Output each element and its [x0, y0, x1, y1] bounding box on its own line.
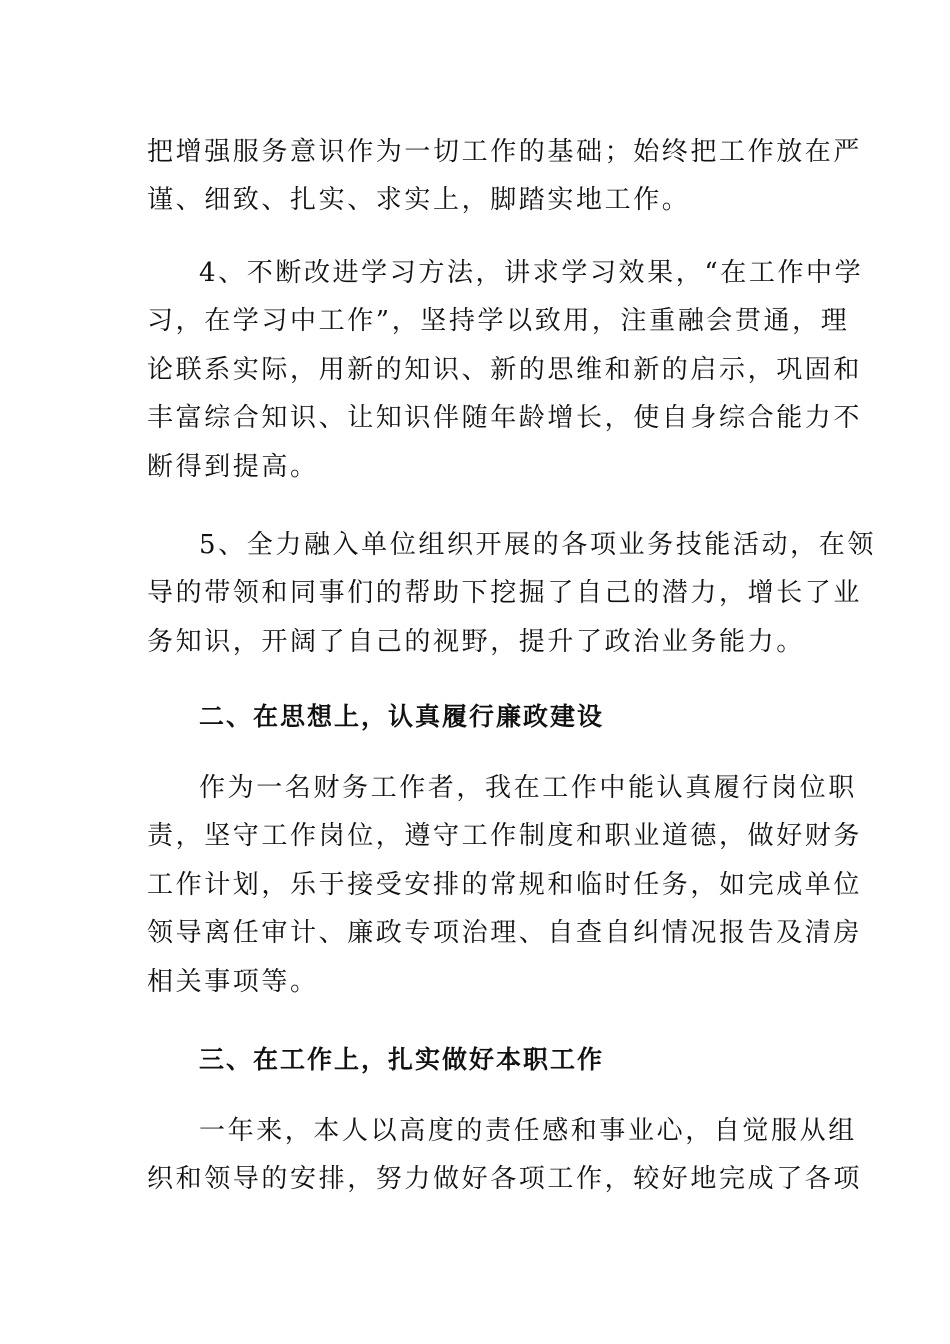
paragraph-line: 务知识，开阔了自己的视野，提升了政治业务能力。	[147, 626, 805, 657]
paragraph-line: 把增强服务意识作为一切工作的基础；始终把工作放在严	[147, 137, 863, 167]
section-heading-work: 三、在工作上，扎实做好本职工作	[199, 1045, 605, 1074]
paragraph-line: 断得到提高。	[147, 451, 319, 482]
paragraph-line: 织和领导的安排，努力做好各项工作，较好地完成了各项	[147, 1164, 863, 1195]
paragraph-line: 论联系实际，用新的知识、新的思维和新的启示，巩固和	[147, 354, 863, 385]
paragraph-line: 一年来，本人以高度的责任感和事业心，自觉服从组	[199, 1116, 857, 1146]
paragraph-line: 导的带领和同事们的帮助下挖掘了自己的潜力，增长了业	[147, 578, 863, 609]
paragraph-item-4-learning	[147, 249, 864, 491]
paragraph-line: 作为一名财务工作者，我在工作中能认真履行岗位职	[199, 773, 857, 803]
section-heading-ideology: 二、在思想上，认真履行廉政建设	[199, 702, 605, 731]
paragraph-line: 责，坚守工作岗位，遵守工作制度和职业道德，做好财务	[147, 821, 863, 852]
paragraph-line: 5、全力融入单位组织开展的各项业务技能活动，在领	[199, 530, 876, 560]
paragraph-service-awareness	[147, 128, 863, 225]
paragraph-line: 4、不断改进学习方法，讲求学习效果，“在工作中学	[199, 258, 864, 288]
paragraph-line: 领导离任审计、廉政专项治理、自查自纠情况报告及清房	[147, 918, 863, 949]
paragraph-line: 工作计划，乐于接受安排的常规和临时任务，如完成单位	[147, 869, 863, 900]
paragraph-line: 习，在学习中工作”，坚持学以致用，注重融会贯通，理	[147, 306, 850, 337]
paragraph-year-summary	[147, 1107, 863, 1204]
paragraph-line: 丰富综合知识、让知识伴随年龄增长，使自身综合能力不	[147, 403, 863, 434]
paragraph-item-5-activities	[147, 521, 876, 666]
paragraph-finance-duties	[147, 764, 863, 1006]
paragraph-line: 相关事项等。	[147, 966, 319, 997]
paragraph-line: 谨、细致、扎实、求实上，脚踏实地工作。	[147, 185, 691, 216]
